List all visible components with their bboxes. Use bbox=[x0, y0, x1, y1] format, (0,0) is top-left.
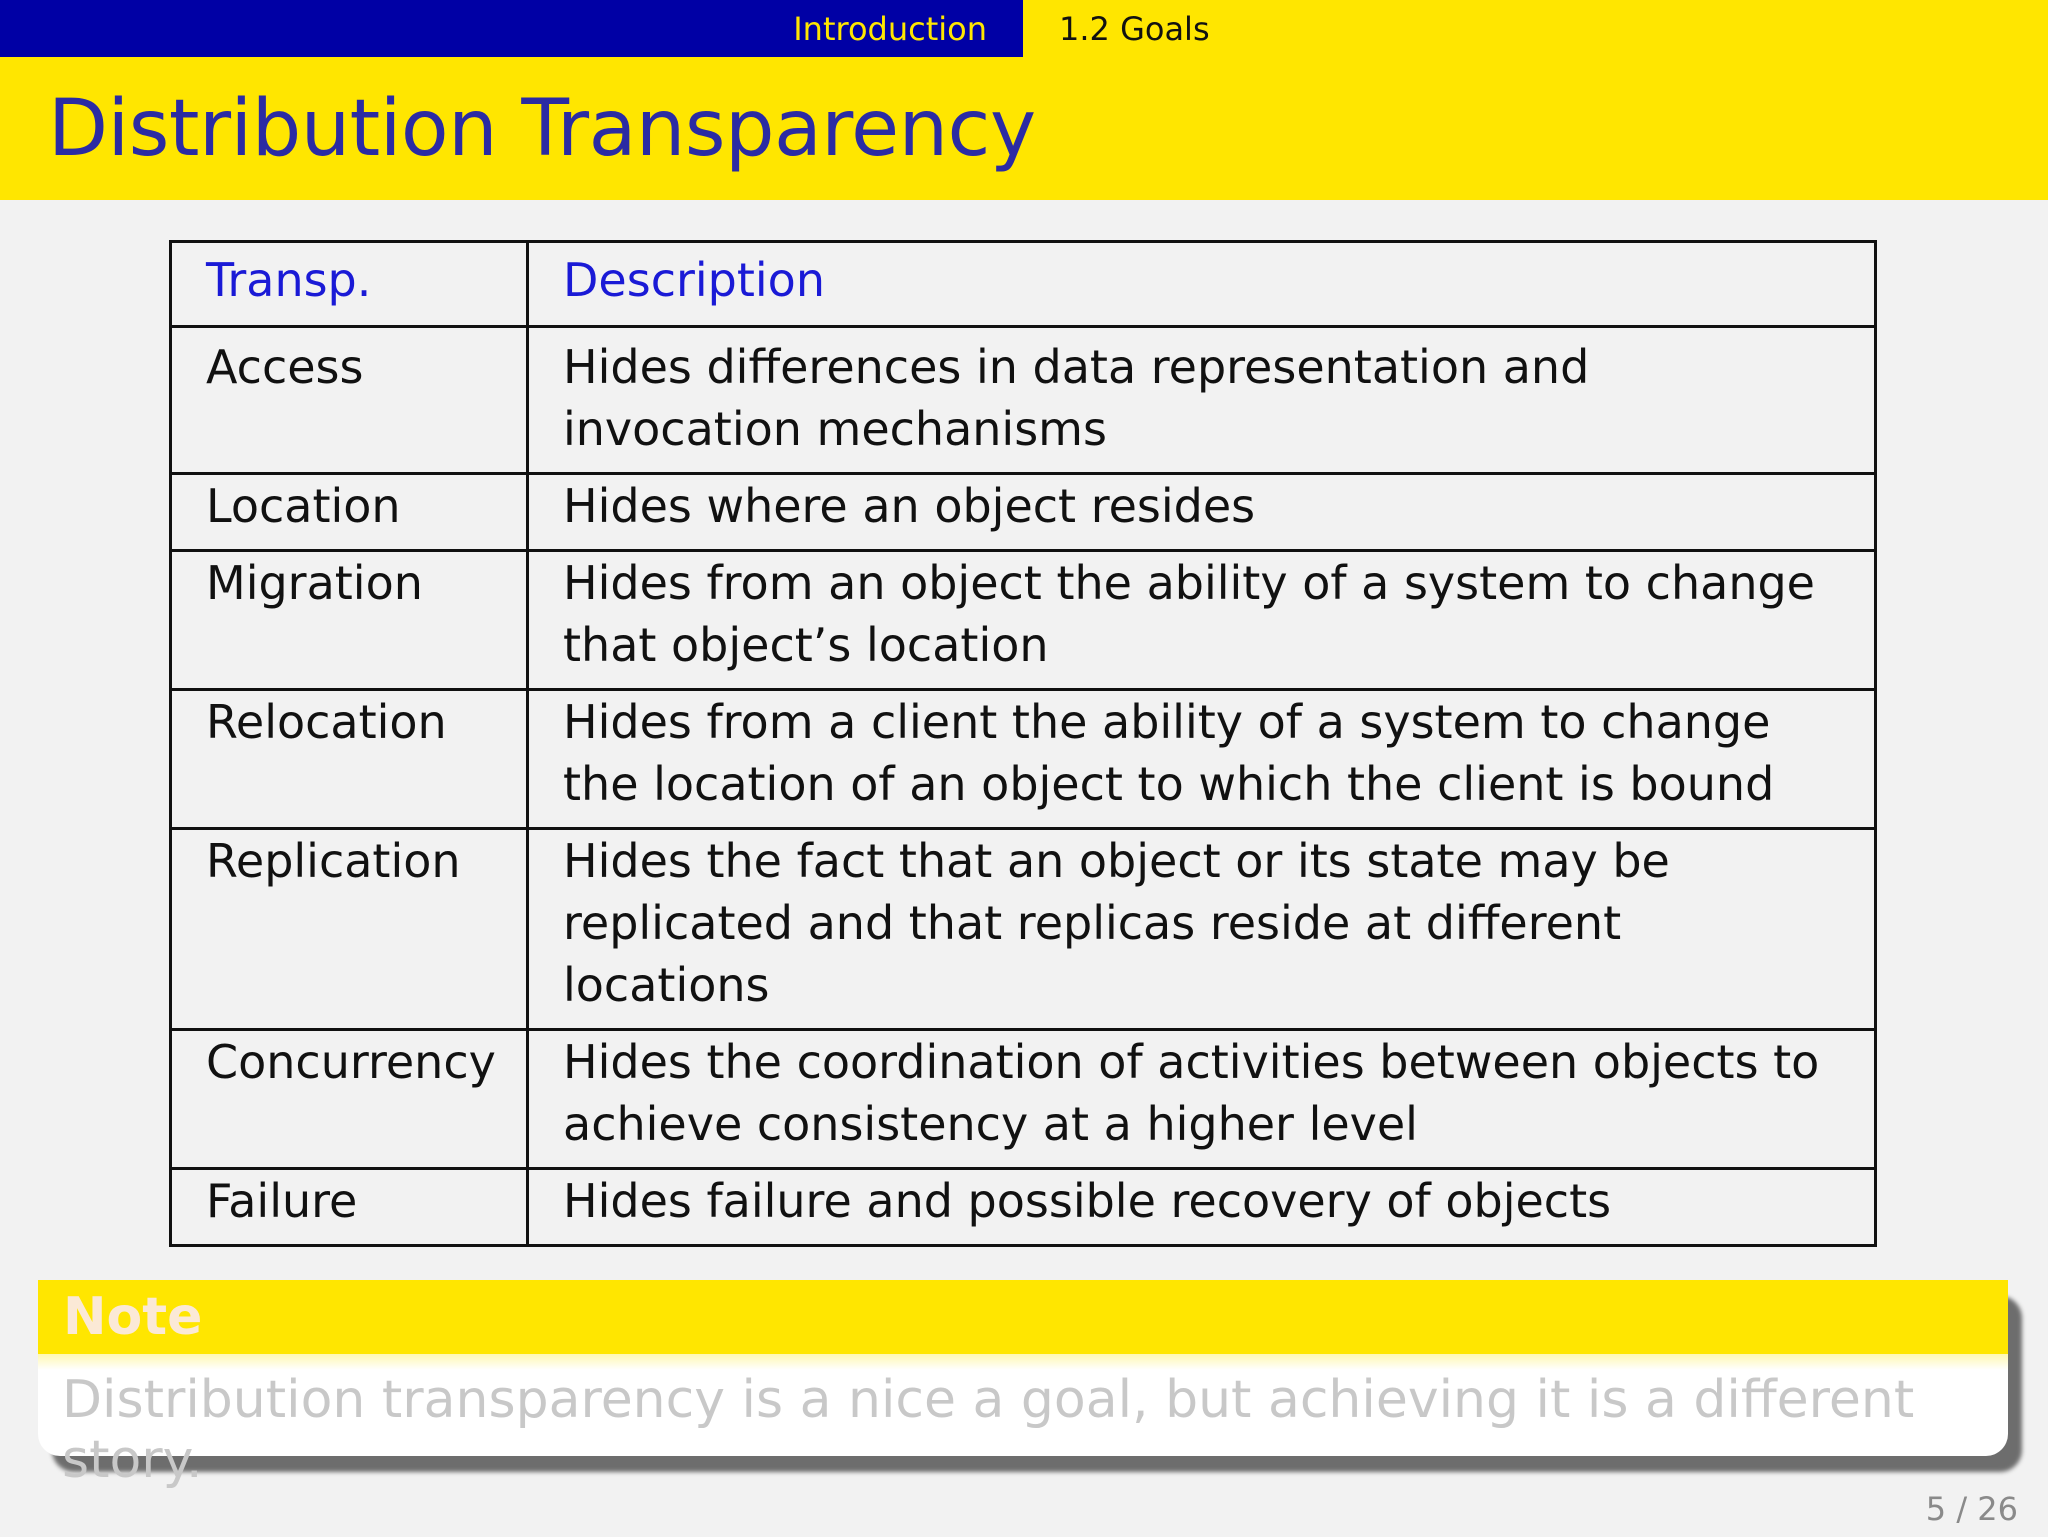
table-row bbox=[171, 690, 1876, 829]
header-transparency: Transp. bbox=[171, 242, 528, 327]
table-row bbox=[171, 327, 1876, 474]
note-body bbox=[38, 1370, 2008, 1490]
row-description: Hides the coordination of activities between objects to achieve consistency at a higher level bbox=[528, 1030, 1876, 1169]
navigation-bar bbox=[0, 0, 2048, 57]
row-description: Hides from an object the ability of a system to change that object’s location bbox=[528, 551, 1876, 690]
note-text: Distribution transparency is a nice a goal, but achieving it is a different story. bbox=[62, 1370, 1915, 1490]
title-band bbox=[0, 57, 2048, 200]
table-row bbox=[171, 551, 1876, 690]
row-type: Access bbox=[171, 327, 528, 474]
page-number: 5 / 26 bbox=[1925, 1490, 2018, 1528]
table-header-row bbox=[171, 242, 1876, 327]
note-header bbox=[38, 1280, 2008, 1354]
slide-title: Distribution Transparency bbox=[48, 83, 1036, 174]
table-row bbox=[171, 474, 1876, 551]
header-description: Description bbox=[528, 242, 1876, 327]
row-description: Hides failure and possible recovery of objects bbox=[528, 1169, 1876, 1246]
table-row bbox=[171, 1169, 1876, 1246]
transparency-table bbox=[169, 240, 1877, 1247]
table-row bbox=[171, 829, 1876, 1030]
row-type: Location bbox=[171, 474, 528, 551]
row-type: Relocation bbox=[171, 690, 528, 829]
row-type: Migration bbox=[171, 551, 528, 690]
nav-subsection-link[interactable]: 1.2 Goals bbox=[1059, 9, 1210, 48]
note-block bbox=[38, 1280, 2008, 1490]
row-description: Hides differences in data representation and invocation mechanisms bbox=[528, 327, 1876, 474]
row-description: Hides the fact that an object or its state may be replicated and that replicas reside at different locations bbox=[528, 829, 1876, 1030]
table-row bbox=[171, 1030, 1876, 1169]
row-type: Failure bbox=[171, 1169, 528, 1246]
nav-section-area bbox=[0, 0, 1023, 57]
nav-section-link[interactable]: Introduction bbox=[793, 9, 987, 48]
row-type: Concurrency bbox=[171, 1030, 528, 1169]
nav-subsection-area bbox=[1023, 0, 2048, 57]
row-description: Hides from a client the ability of a system to change the location of an object to which the client is bound bbox=[528, 690, 1876, 829]
note-title: Note bbox=[63, 1287, 203, 1347]
note-divider bbox=[38, 1354, 2008, 1370]
row-description: Hides where an object resides bbox=[528, 474, 1876, 551]
row-type: Replication bbox=[171, 829, 528, 1030]
